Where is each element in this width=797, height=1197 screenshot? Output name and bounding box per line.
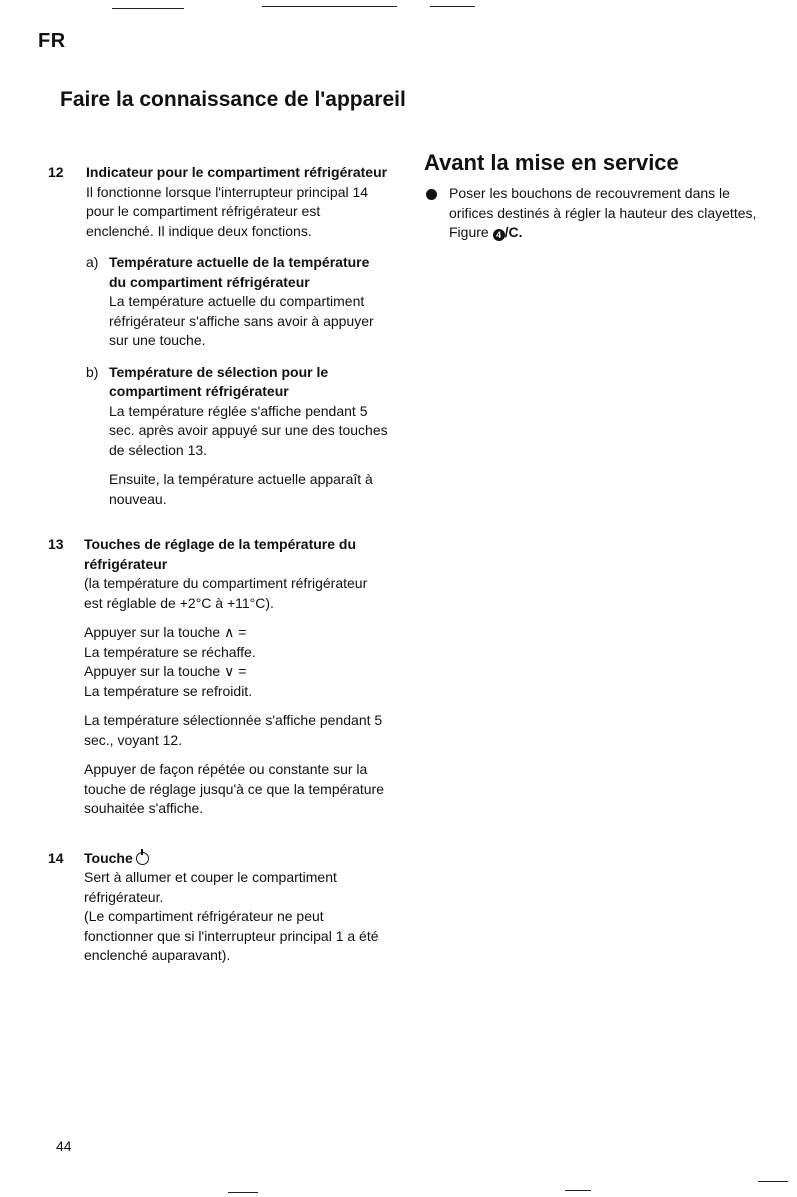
item-text: (la température du compartiment réfrigérateur est réglable de +2°C à +11°C). — [84, 575, 368, 611]
bullet-text: Poser les bouchons de recouvrement dans le orifices destinés à régler la hauteur des clayettes, Figure — [449, 185, 757, 240]
top-rule — [430, 6, 475, 7]
item-number: 13 — [48, 536, 64, 552]
bottom-rule — [565, 1190, 591, 1191]
sub-item-text: La température actuelle du compartiment réfrigérateur s'affiche sans avoir à appuyer sur une touche. — [109, 293, 374, 348]
sub-item-title: Température de sélection pour le compartiment réfrigérateur — [109, 363, 329, 399]
instruction-line: La température se réchaffe. — [84, 643, 256, 660]
item-text: (Le compartiment réfrigérateur ne peut fonctionner que si l'interrupteur principal 1 a été enclenché auparavant). — [84, 908, 379, 963]
instruction-line: Appuyer sur la touche ∧ = — [84, 624, 247, 640]
top-rule — [262, 6, 397, 7]
left-column — [48, 163, 388, 986]
item-text: Sert à allumer et couper le compartiment réfrigérateur. — [84, 869, 337, 905]
item-text: La température sélectionnée s'affiche pendant 5 sec., voyant 12. — [84, 712, 383, 748]
power-icon — [136, 852, 149, 865]
figure-suffix: /C. — [504, 224, 523, 240]
bullet-dot-icon — [426, 189, 437, 200]
top-rule — [112, 8, 184, 9]
sub-item-text: La température réglée s'affiche pendant 5 sec. après avoir appuyé sur une des touches de sélection 13. — [109, 402, 388, 458]
sub-item-label: b) — [86, 363, 99, 380]
item-number: 12 — [48, 164, 64, 180]
right-section-title: Avant la mise en service — [424, 150, 679, 175]
item-13 — [48, 535, 388, 819]
item-14 — [48, 849, 388, 966]
item-title: Indicateur pour le compartiment réfrigérateur — [86, 164, 388, 180]
instruction-line: La température se refroidit. — [84, 682, 253, 699]
section-title: Faire la connaissance de l'appareil — [60, 88, 406, 111]
sub-item-title: Température actuelle de la température du compartiment réfrigérateur — [109, 254, 370, 290]
bottom-rule — [228, 1192, 258, 1193]
item-title — [84, 849, 388, 869]
item-text: Il fonctionne lorsque l'interrupteur principal 14 pour le compartiment réfrigérateur est enclenché. Il indique deux fonctions. — [86, 183, 369, 239]
sub-item-a — [86, 253, 388, 351]
sub-item-label: a) — [86, 254, 99, 270]
bullet-item — [424, 184, 774, 243]
bottom-rule — [758, 1181, 788, 1182]
item-text: Appuyer de façon répétée ou constante sur la touche de réglage jusqu'à ce que la température souhaitée s'affiche. — [84, 761, 384, 816]
sub-item-text: Ensuite, la température actuelle apparaît à nouveau. — [109, 471, 373, 507]
instruction-line: Appuyer sur la touche ∨ = — [84, 663, 247, 679]
page-number: 44 — [56, 1138, 72, 1154]
sub-item-b — [86, 363, 388, 510]
item-number: 14 — [48, 849, 64, 866]
figure-number-badge: 4 — [493, 229, 505, 241]
item-title-text: Touche — [84, 849, 133, 866]
language-code: FR — [38, 30, 66, 52]
right-column — [424, 150, 774, 243]
item-title: Touches de réglage de la température du réfrigérateur — [84, 536, 357, 572]
item-12 — [48, 163, 388, 509]
